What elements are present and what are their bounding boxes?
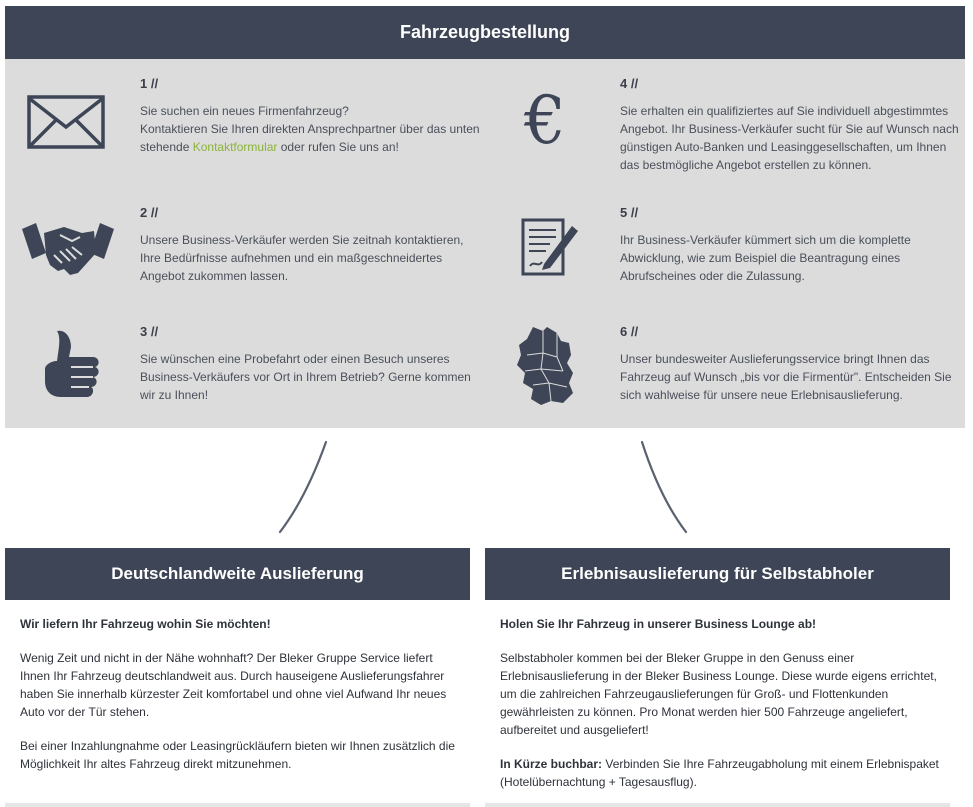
step-2 bbox=[140, 205, 480, 285]
step-number: 3 // bbox=[140, 324, 159, 339]
step-text: Sie wünschen eine Probefahrt oder einen Besuch unseres Business-Verkäufers vor Ort in Ihrem Betrieb? Gerne kommen wir zu Ihnen! bbox=[140, 352, 471, 402]
step-5 bbox=[620, 205, 960, 285]
step-text-after: oder rufen Sie uns an! bbox=[277, 140, 399, 154]
step-number: 1 // bbox=[140, 76, 159, 91]
delivery-paragraph-2: Bei einer Inzahlungnahme oder Leasingrückläufern bieten wir Ihnen zusätzlich die Möglichkeit Ihr altes Fahrzeug direkt mitzunehmen. bbox=[20, 739, 455, 771]
pickup-paragraph-2 bbox=[500, 755, 940, 791]
germany-map-icon bbox=[513, 325, 577, 407]
envelope-icon bbox=[27, 95, 105, 149]
page-title: Fahrzeugbestellung bbox=[5, 6, 965, 59]
delivery-headline: Wir liefern Ihr Fahrzeug wohin Sie möchten! bbox=[20, 617, 271, 631]
step-text: Ihr Business-Verkäufer kümmert sich um die komplette Abwicklung, wie zum Beispiel die Beantragung eines Abrufscheines oder die Zulassung. bbox=[620, 233, 911, 283]
euro-icon bbox=[517, 87, 573, 153]
step-number: 4 // bbox=[620, 76, 639, 91]
step-number: 5 // bbox=[620, 205, 639, 220]
handshake-icon bbox=[20, 219, 116, 279]
thumbs-up-icon bbox=[35, 327, 103, 405]
contact-form-link[interactable]: Kontaktformular bbox=[192, 140, 278, 154]
step-number: 2 // bbox=[140, 205, 159, 220]
delivery-panel-title: Deutschlandweite Auslieferung bbox=[5, 548, 470, 600]
document-pen-icon bbox=[520, 214, 582, 278]
left-panel-bottom-edge bbox=[5, 803, 470, 807]
step-text: Unsere Business-Verkäufer werden Sie zeitnah kontaktieren, Ihre Bedürfnisse aufnehmen und ein maßgeschneidertes Angebot zukommen lassen. bbox=[140, 233, 464, 283]
step-text: Sie erhalten ein qualifiziertes auf Sie individuell abgestimmtes Angebot. Ihr Business-Verkäufer sucht für Sie auf Wunsch nach günstigen Auto-Banken und Leasinggesellschaften, um Ihnen das bestmögliche Angebot erstellen zu können. bbox=[620, 104, 959, 172]
right-panel-bottom-edge bbox=[485, 803, 950, 807]
step-text bbox=[140, 102, 480, 156]
pickup-headline: Holen Sie Ihr Fahrzeug in unserer Business Lounge ab! bbox=[500, 617, 817, 631]
step-1 bbox=[140, 76, 480, 156]
pickup-paragraph-1: Selbstabholer kommen bei der Bleker Gruppe in den Genuss einer Erlebnisauslieferung in der Bleker Business Lounge. Diese wurde eigens errichtet, um die zahlreichen Fahrzeugauslieferungen für Groß- und Flottenkunden gewährleisten zu können. Pro Monat werden hier 500 Fahrzeuge angeliefert, aufbereitet und ausgeliefert! bbox=[500, 651, 937, 737]
delivery-panel-body bbox=[20, 615, 460, 789]
step-3 bbox=[140, 324, 480, 404]
pickup-booking-text: Verbinden Sie Ihre Fahrzeugabholung mit einem Erlebnispaket (Hotelübernachtung + Tagesausflug). bbox=[500, 757, 939, 789]
svg-text:€: € bbox=[524, 87, 566, 153]
steps-section bbox=[5, 59, 965, 428]
pickup-panel-body bbox=[500, 615, 940, 807]
step-6 bbox=[620, 324, 960, 404]
step-text: Unser bundesweiter Auslieferungsservice bringt Ihnen das Fahrzeug auf Wunsch „bis vor die Firmentür". Entscheiden Sie sich wahlweise für unsere neue Erlebnisauslieferung. bbox=[620, 352, 952, 402]
connector-lines bbox=[0, 428, 973, 548]
pickup-panel-title: Erlebnisauslieferung für Selbstabholer bbox=[485, 548, 950, 600]
delivery-paragraph-1: Wenig Zeit und nicht in der Nähe wohnhaft? Der Bleker Gruppe Service liefert Ihnen Ihr Fahrzeug deutschlandweit aus. Durch hauseigene Auslieferungsfahrer haben Sie innerhalb kürzester Zeit komfortabel und ohne viel Aufwand Ihr neues Auto vor der Tür stehen. bbox=[20, 651, 447, 719]
pickup-booking-label: In Kürze buchbar: bbox=[500, 757, 603, 771]
step-text-before: Sie suchen ein neues Firmenfahrzeug? Kontaktieren Sie Ihren direkten Ansprechpartner über das unten stehende bbox=[140, 104, 480, 154]
step-4 bbox=[620, 76, 960, 174]
step-number: 6 // bbox=[620, 324, 639, 339]
